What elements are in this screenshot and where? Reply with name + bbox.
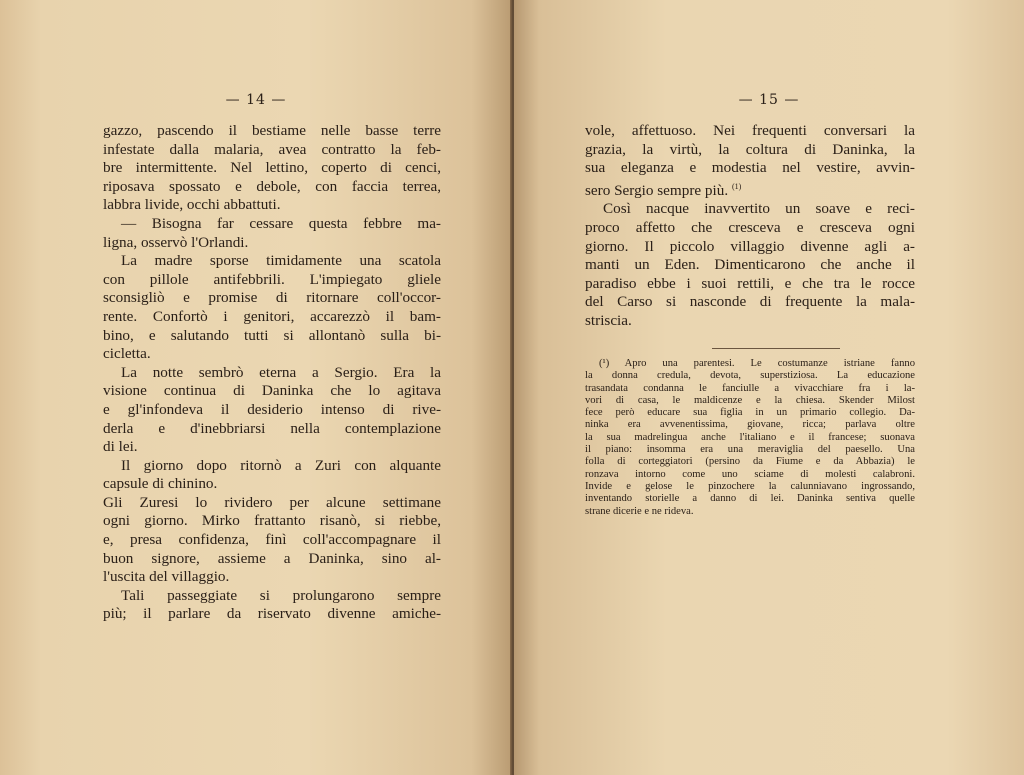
footnote-marker: (1) — [731, 181, 742, 191]
footnote-line: vori di casa, le maldicenze e la chiesa. Skender Milost — [585, 394, 915, 406]
text-line: con pillole antifebbrili. L'impiegato gliele — [103, 270, 441, 288]
text-line: e, presa confidenza, finì coll'accompagnare il — [103, 531, 441, 549]
text-line: e gl'infondeva il desiderio intenso di rive- — [103, 400, 441, 418]
footnote-line: trasandata condanna le fanciulle a vivacchiare fra i la- — [585, 382, 915, 394]
text-line: La notte sembrò eterna a Sergio. Era la — [121, 363, 441, 381]
text-line: ogni giorno. Mirko frattanto risanò, si riebbe, — [103, 512, 441, 530]
footnote-line: il piano: insomma era una meraviglia del paesello. Una — [585, 444, 915, 456]
text-line: giorno. Il piccolo villaggio divenne agli a- — [585, 237, 915, 255]
text-line: rente. Confortò i genitori, accarezzò il bam- — [103, 307, 441, 325]
text-line: proco affetto che cresceva e cresceva ogni — [585, 219, 915, 237]
footnote-line: (¹) Apro una parentesi. Le costumanze istriane fanno — [599, 358, 915, 369]
text-line: visione continua di Daninka che lo agitava — [103, 382, 441, 400]
text-line: bre intermittente. Nel lettino, coperto di cenci, — [103, 159, 441, 177]
footnote-line: la sua madrelingua anche l'italiano e il francese; suonava — [585, 431, 915, 443]
text-line: Il giorno dopo ritornò a Zuri con alquante — [121, 456, 441, 474]
text-line: buon signore, assieme a Daninka, sino al- — [103, 549, 441, 567]
footnote-line: la donna credula, devota, superstiziosa. La educazione — [585, 370, 915, 382]
text-line: capsule di chinino. — [103, 475, 218, 493]
text-line: del Carso si nasconde di frequente la mala- — [585, 293, 915, 311]
text-line: più; il parlare da riservato divenne amiche- — [103, 605, 441, 623]
text-line: — Bisogna far cessare questa febbre ma- — [121, 214, 441, 232]
text-line: sconsigliò e promise di ritornare coll'occor- — [103, 289, 441, 307]
footnote-rule — [712, 348, 840, 349]
text-line: bino, e salutando tutti si allontanò sulla bi- — [103, 326, 441, 344]
page-number-right: — 15 — — [738, 92, 800, 108]
text-line — [585, 178, 915, 201]
text-line: Così nacque inavvertito un soave e reci- — [603, 200, 915, 218]
text-line: labbra livide, occhi abbattuti. — [103, 196, 281, 214]
text-line: sua eleganza e modestia nel vestire, avvin- — [585, 159, 915, 177]
text-line: striscia. — [585, 312, 632, 329]
text-line: derla e d'inebbriarsi nella contemplazione — [103, 419, 441, 437]
footnote-line: ronzava intorno come uno sciame di molesti calabroni. — [585, 468, 915, 480]
footnote-line: ninka era avvenentissima, giovane, ricca; parlava oltre — [585, 419, 915, 431]
text-line: Tali passeggiate si prolungarono sempre — [121, 586, 441, 604]
text-line: l'uscita del villaggio. — [103, 568, 230, 586]
text-line: vole, affettuoso. Nei frequenti conversari la — [585, 122, 915, 139]
text-line: gazzo, pascendo il bestiame nelle basse terre — [103, 122, 441, 139]
right-page-text — [585, 122, 915, 331]
text-line: di lei. — [103, 438, 138, 456]
footnote-line: strane dicerie e ne rideva. — [585, 505, 694, 517]
page-number-left: — 14 — — [225, 92, 287, 108]
footnote — [585, 358, 915, 518]
text-line: infestate dalla malaria, avea contratto la feb- — [103, 140, 441, 158]
text-line: paradiso ebbe i suoi rettili, e che tra le rocce — [585, 274, 915, 292]
footnote-line: folla di corteggiatori (persino da Fiume e da Abbazia) le — [585, 456, 915, 468]
text-line: ligna, osservò l'Orlandi. — [103, 233, 249, 251]
text-line: La madre sporse timidamente una scatola — [121, 252, 441, 270]
footnote-line: fece però educare sua figlia in un primario collegio. Da- — [585, 407, 915, 419]
text-line: riposava spossato e debole, con faccia terrea, — [103, 177, 441, 195]
text-line: grazia, la virtù, la coltura di Daninka, la — [585, 140, 915, 158]
footnote-line: inventando storielle a danno di lei. Daninka sentiva quelle — [585, 493, 915, 505]
footnote-line: Invide e gelose le pinzochere la calunniavano ingrossando, — [585, 480, 915, 492]
text-line: cicletta. — [103, 345, 151, 363]
text-line: Gli Zuresi lo rividero per alcune settimane — [103, 493, 441, 511]
text-line: manti un Eden. Dimenticarono che anche il — [585, 256, 915, 274]
right-page — [514, 0, 1024, 775]
left-page-text — [103, 122, 441, 624]
text-line-content: sero Sergio sempre più. — [585, 181, 729, 199]
